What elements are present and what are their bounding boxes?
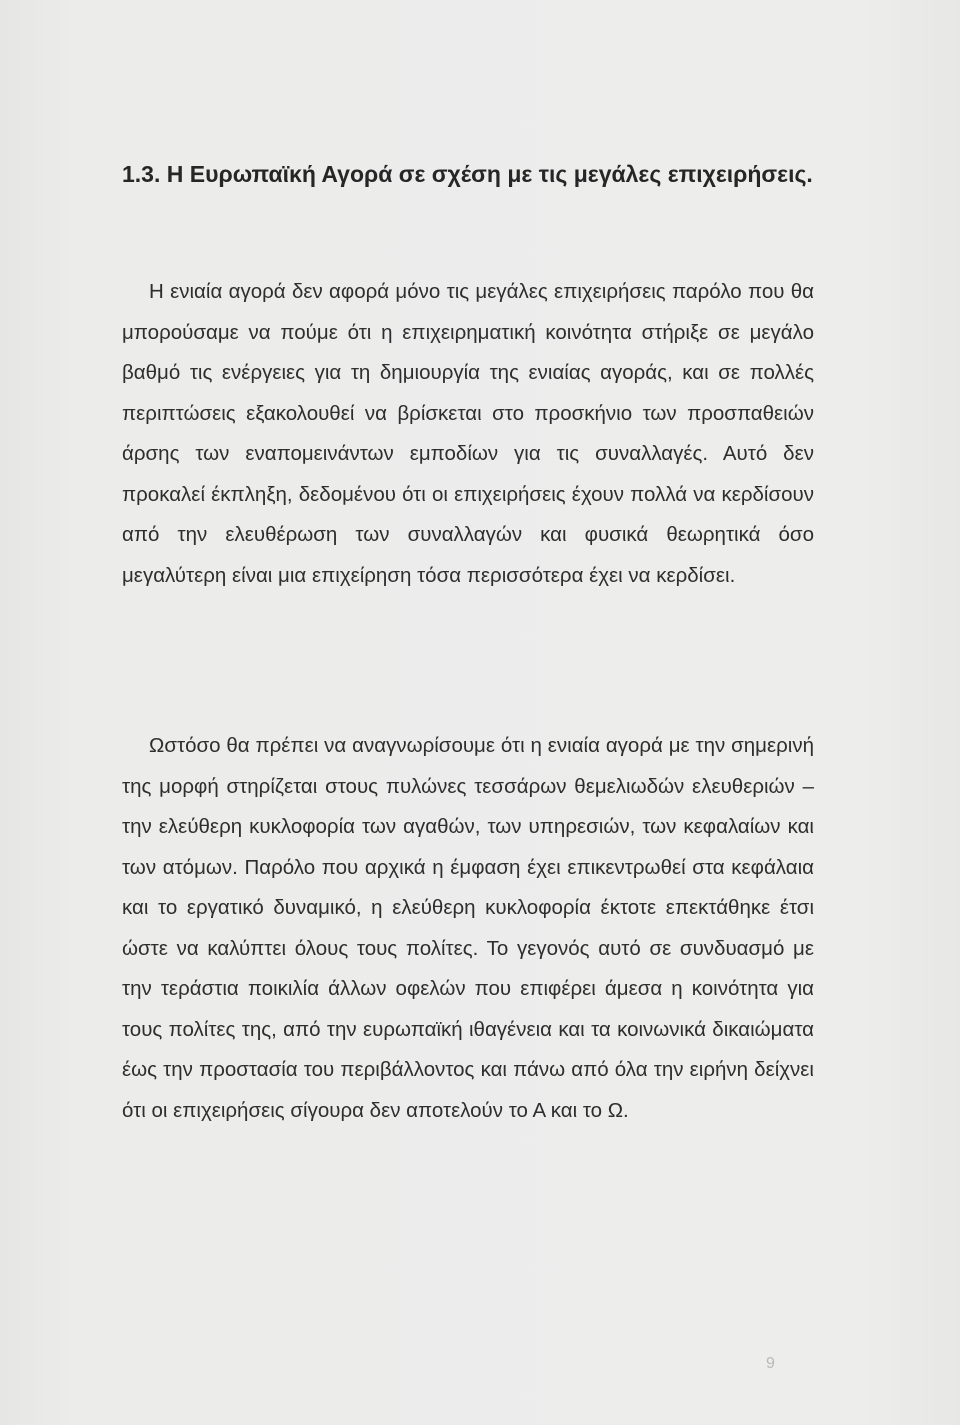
page-number: 9	[766, 1355, 775, 1372]
paragraph-2: Ωστόσο θα πρέπει να αναγνωρίσουμε ότι η ενιαία αγορά με την σημερινή της μορφή στηρίζεται στους πυλώνες τεσσάρων θεμελιωδών ελευθεριών – την ελεύθερη κυκλοφορία των αγαθών, των υπηρεσιών, των κεφαλαίων και των ατόμων. Παρόλο που αρχικά η έμφαση έχει επικεντρωθεί στα κεφάλαια και το εργατικό δυναμικό, η ελεύθερη κυκλοφορία έκτοτε επεκτάθηκε έτσι ώστε να καλύπτει όλους τους πολίτες. Το γεγονός αυτό σε συνδυασμό με την τεράστια ποικιλία άλλων οφελών που επιφέρει άμεσα η κοινότητα για τους πολίτες της, από την ευρωπαϊκή ιθαγένεια και τα κοινωνικά δικαιώματα έως την προστασία του περιβάλλοντος και πάνω από όλα την ειρήνη δείχνει ότι οι επιχειρήσεις σίγουρα δεν αποτελούν το Α και το Ω.	[122, 734, 814, 1122]
paragraph-1: Η ενιαία αγορά δεν αφορά μόνο τις μεγάλες επιχειρήσεις παρόλο που θα μπορούσαμε να πούμε ότι η επιχειρηματική κοινότητα στήριξε σε μεγάλο βαθμό τις ενέργειες για τη δημιουργία της ενιαίας αγοράς, και σε πολλές περιπτώσεις εξακολουθεί να βρίσκεται στο προσκήνιο των προσπαθειών άρσης των εναπομεινάντων εμποδίων για τις συναλλαγές. Αυτό δεν προκαλεί έκπληξη, δεδομένου ότι οι επιχειρήσεις έχουν πολλά να κερδίσουν από την ελευθέρωση των συναλλαγών και φυσικά θεωρητικά όσο μεγαλύτερη είναι μια επιχείρηση τόσα περισσότερα έχει να κερδίσει.	[122, 280, 814, 587]
section-heading: 1.3. Η Ευρωπαϊκή Αγορά σε σχέση με τις μεγάλες επιχειρήσεις.	[122, 161, 813, 187]
